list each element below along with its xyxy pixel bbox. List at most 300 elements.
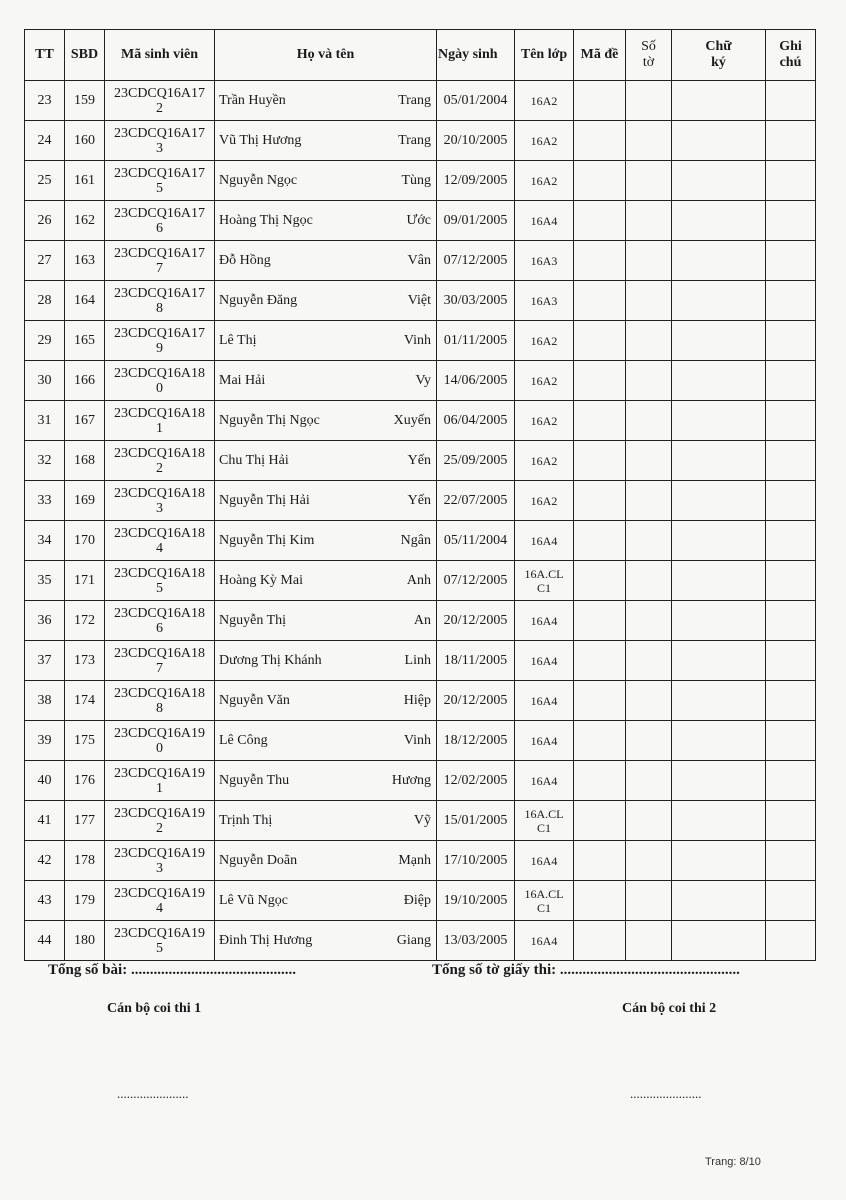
row-class: 16A.CL C1 — [515, 881, 574, 921]
row-student-id: 23CDCQ16A17 7 — [105, 241, 215, 281]
full-name-wrap — [215, 933, 436, 949]
last-name: Đỗ Hồng — [219, 252, 271, 268]
row-dob: 22/07/2005 — [437, 481, 515, 521]
row-class: 16A4 — [515, 601, 574, 641]
row-sbd: 168 — [65, 441, 105, 481]
row-signature — [672, 921, 766, 961]
row-note — [766, 201, 816, 241]
row-signature — [672, 121, 766, 161]
full-name-wrap — [215, 213, 436, 229]
row-signature — [672, 881, 766, 921]
header-sheets: Số tờ — [626, 30, 672, 81]
row-dob: 12/02/2005 — [437, 761, 515, 801]
header-sbd: SBD — [65, 30, 105, 81]
first-name: Vy — [415, 372, 431, 388]
row-dob: 30/03/2005 — [437, 281, 515, 321]
page-number: Trang: 8/10 — [705, 1156, 761, 1168]
first-name: Xuyến — [393, 412, 431, 428]
last-name: Nguyễn Văn — [219, 692, 290, 708]
row-dob: 07/12/2005 — [437, 561, 515, 601]
row-exam-code — [574, 801, 626, 841]
row-full-name — [215, 161, 437, 201]
row-signature — [672, 361, 766, 401]
row-student-id: 23CDCQ16A18 5 — [105, 561, 215, 601]
row-note — [766, 801, 816, 841]
row-dob: 07/12/2005 — [437, 241, 515, 281]
table-row — [25, 481, 816, 521]
first-name: Yến — [407, 452, 431, 468]
first-name: Giang — [396, 932, 431, 948]
row-signature — [672, 481, 766, 521]
table-row — [25, 561, 816, 601]
full-name-wrap — [215, 893, 436, 909]
row-sheets — [626, 441, 672, 481]
row-full-name — [215, 801, 437, 841]
row-note — [766, 921, 816, 961]
row-class: 16A4 — [515, 521, 574, 561]
last-name: Đinh Thị Hương — [219, 932, 313, 948]
row-student-id: 23CDCQ16A17 2 — [105, 81, 215, 121]
row-dob: 19/10/2005 — [437, 881, 515, 921]
row-class: 16A4 — [515, 841, 574, 881]
row-class: 16A2 — [515, 321, 574, 361]
row-dob: 18/12/2005 — [437, 721, 515, 761]
row-tt: 41 — [25, 801, 65, 841]
row-dob: 20/10/2005 — [437, 121, 515, 161]
row-sbd: 171 — [65, 561, 105, 601]
row-dob: 15/01/2005 — [437, 801, 515, 841]
table-row — [25, 881, 816, 921]
header-signature: Chữ ký — [672, 30, 766, 81]
row-signature — [672, 721, 766, 761]
full-name-wrap — [215, 413, 436, 429]
header-class: Tên lớp — [515, 30, 574, 81]
row-sbd: 177 — [65, 801, 105, 841]
row-full-name — [215, 121, 437, 161]
row-tt: 28 — [25, 281, 65, 321]
row-sheets — [626, 201, 672, 241]
row-class: 16A4 — [515, 761, 574, 801]
row-note — [766, 721, 816, 761]
row-note — [766, 161, 816, 201]
row-student-id: 23CDCQ16A19 4 — [105, 881, 215, 921]
row-signature — [672, 761, 766, 801]
full-name-wrap — [215, 653, 436, 669]
row-signature — [672, 321, 766, 361]
full-name-wrap — [215, 733, 436, 749]
row-exam-code — [574, 721, 626, 761]
table-row — [25, 641, 816, 681]
row-sheets — [626, 801, 672, 841]
row-student-id: 23CDCQ16A18 0 — [105, 361, 215, 401]
row-full-name — [215, 281, 437, 321]
row-full-name — [215, 401, 437, 441]
row-signature — [672, 641, 766, 681]
row-class: 16A2 — [515, 361, 574, 401]
row-full-name — [215, 641, 437, 681]
row-sbd: 166 — [65, 361, 105, 401]
row-exam-code — [574, 881, 626, 921]
row-sbd: 174 — [65, 681, 105, 721]
row-exam-code — [574, 361, 626, 401]
row-student-id: 23CDCQ16A18 6 — [105, 601, 215, 641]
last-name: Nguyễn Thị Kim — [219, 532, 315, 548]
row-tt: 29 — [25, 321, 65, 361]
row-dob: 14/06/2005 — [437, 361, 515, 401]
row-signature — [672, 281, 766, 321]
last-name: Nguyễn Doãn — [219, 852, 298, 868]
row-full-name — [215, 521, 437, 561]
full-name-wrap — [215, 293, 436, 309]
table-header-row — [25, 30, 816, 81]
row-dob: 06/04/2005 — [437, 401, 515, 441]
first-name: Việt — [407, 292, 431, 308]
row-tt: 36 — [25, 601, 65, 641]
row-class: 16A4 — [515, 721, 574, 761]
row-dob: 20/12/2005 — [437, 681, 515, 721]
row-sbd: 162 — [65, 201, 105, 241]
table-row — [25, 281, 816, 321]
proctor-2-label: Cán bộ coi thi 2 — [622, 1001, 717, 1016]
row-tt: 30 — [25, 361, 65, 401]
table-row — [25, 681, 816, 721]
header-note: Ghi chú — [766, 30, 816, 81]
first-name: Hương — [391, 772, 431, 788]
row-tt: 25 — [25, 161, 65, 201]
proctor-2-signature-line: ...................... — [630, 1086, 702, 1101]
row-note — [766, 601, 816, 641]
row-class: 16A2 — [515, 401, 574, 441]
row-sbd: 165 — [65, 321, 105, 361]
row-student-id: 23CDCQ16A19 1 — [105, 761, 215, 801]
row-class: 16A.CL C1 — [515, 801, 574, 841]
row-class: 16A4 — [515, 681, 574, 721]
row-exam-code — [574, 281, 626, 321]
row-class: 16A4 — [515, 641, 574, 681]
row-full-name — [215, 681, 437, 721]
row-sheets — [626, 321, 672, 361]
row-sheets — [626, 81, 672, 121]
last-name: Mai Hải — [219, 372, 266, 388]
row-exam-code — [574, 761, 626, 801]
table-row — [25, 361, 816, 401]
row-note — [766, 841, 816, 881]
full-name-wrap — [215, 253, 436, 269]
first-name: Điệp — [403, 892, 431, 908]
row-tt: 44 — [25, 921, 65, 961]
row-tt: 26 — [25, 201, 65, 241]
row-student-id: 23CDCQ16A19 3 — [105, 841, 215, 881]
row-sheets — [626, 281, 672, 321]
proctor-1-label: Cán bộ coi thi 1 — [107, 1001, 202, 1016]
header-full-name: Họ và tên — [215, 30, 437, 81]
row-note — [766, 481, 816, 521]
row-student-id: 23CDCQ16A19 5 — [105, 921, 215, 961]
row-sheets — [626, 921, 672, 961]
row-note — [766, 241, 816, 281]
first-name: Vỹ — [413, 812, 431, 828]
row-note — [766, 561, 816, 601]
row-tt: 27 — [25, 241, 65, 281]
row-note — [766, 641, 816, 681]
row-note — [766, 681, 816, 721]
table-row — [25, 921, 816, 961]
row-exam-code — [574, 441, 626, 481]
row-class: 16A4 — [515, 201, 574, 241]
row-exam-code — [574, 641, 626, 681]
row-sbd: 175 — [65, 721, 105, 761]
row-class: 16A3 — [515, 281, 574, 321]
row-note — [766, 361, 816, 401]
row-note — [766, 281, 816, 321]
row-student-id: 23CDCQ16A17 3 — [105, 121, 215, 161]
table-row — [25, 321, 816, 361]
full-name-wrap — [215, 453, 436, 469]
row-note — [766, 881, 816, 921]
last-name: Nguyễn Ngọc — [219, 172, 298, 188]
table-row — [25, 241, 816, 281]
row-full-name — [215, 761, 437, 801]
row-signature — [672, 81, 766, 121]
row-dob: 12/09/2005 — [437, 161, 515, 201]
full-name-wrap — [215, 93, 436, 109]
row-class: 16A2 — [515, 481, 574, 521]
row-signature — [672, 441, 766, 481]
table-row — [25, 521, 816, 561]
row-sheets — [626, 881, 672, 921]
full-name-wrap — [215, 333, 436, 349]
row-sbd: 173 — [65, 641, 105, 681]
row-sheets — [626, 561, 672, 601]
row-full-name — [215, 721, 437, 761]
row-signature — [672, 601, 766, 641]
first-name: Trang — [398, 132, 431, 148]
row-sheets — [626, 401, 672, 441]
row-student-id: 23CDCQ16A17 5 — [105, 161, 215, 201]
row-sbd: 180 — [65, 921, 105, 961]
first-name: Trang — [398, 92, 431, 108]
table-row — [25, 81, 816, 121]
row-student-id: 23CDCQ16A18 4 — [105, 521, 215, 561]
row-sbd: 178 — [65, 841, 105, 881]
row-sbd: 170 — [65, 521, 105, 561]
row-exam-code — [574, 321, 626, 361]
row-tt: 42 — [25, 841, 65, 881]
row-exam-code — [574, 601, 626, 641]
row-sheets — [626, 641, 672, 681]
row-signature — [672, 561, 766, 601]
row-sbd: 167 — [65, 401, 105, 441]
last-name: Nguyễn Thị — [219, 612, 287, 628]
table-row — [25, 721, 816, 761]
row-signature — [672, 201, 766, 241]
last-name: Nguyễn Thị Ngọc — [219, 412, 320, 428]
row-tt: 35 — [25, 561, 65, 601]
row-signature — [672, 681, 766, 721]
first-name: Mạnh — [398, 852, 431, 868]
table-row — [25, 441, 816, 481]
table-row — [25, 601, 816, 641]
last-name: Trịnh Thị — [219, 812, 273, 828]
row-exam-code — [574, 201, 626, 241]
row-sheets — [626, 681, 672, 721]
last-name: Nguyễn Thu — [219, 772, 290, 788]
row-full-name — [215, 601, 437, 641]
row-exam-code — [574, 521, 626, 561]
row-sbd: 176 — [65, 761, 105, 801]
row-sbd: 161 — [65, 161, 105, 201]
first-name: An — [413, 612, 431, 628]
last-name: Nguyễn Đăng — [219, 292, 298, 308]
last-name: Lê Vũ Ngọc — [219, 892, 288, 908]
row-tt: 23 — [25, 81, 65, 121]
header-dob: Ngày sinh — [437, 30, 515, 81]
last-name: Dương Thị Khánh — [219, 652, 322, 668]
full-name-wrap — [215, 813, 436, 829]
row-sheets — [626, 241, 672, 281]
full-name-wrap — [215, 853, 436, 869]
full-name-wrap — [215, 493, 436, 509]
row-student-id: 23CDCQ16A18 1 — [105, 401, 215, 441]
row-sheets — [626, 721, 672, 761]
row-tt: 32 — [25, 441, 65, 481]
row-exam-code — [574, 681, 626, 721]
row-sheets — [626, 601, 672, 641]
table-row — [25, 401, 816, 441]
row-signature — [672, 161, 766, 201]
row-sbd: 169 — [65, 481, 105, 521]
row-dob: 25/09/2005 — [437, 441, 515, 481]
row-student-id: 23CDCQ16A19 2 — [105, 801, 215, 841]
row-sheets — [626, 121, 672, 161]
row-dob: 09/01/2005 — [437, 201, 515, 241]
row-class: 16A2 — [515, 81, 574, 121]
full-name-wrap — [215, 573, 436, 589]
header-exam-code: Mã đề — [574, 30, 626, 81]
row-tt: 34 — [25, 521, 65, 561]
row-exam-code — [574, 401, 626, 441]
table-row — [25, 801, 816, 841]
row-tt: 31 — [25, 401, 65, 441]
row-class: 16A2 — [515, 441, 574, 481]
row-dob: 01/11/2005 — [437, 321, 515, 361]
first-name: Linh — [404, 652, 431, 668]
row-tt: 39 — [25, 721, 65, 761]
row-dob: 05/11/2004 — [437, 521, 515, 561]
roster-body — [25, 81, 816, 961]
row-student-id: 23CDCQ16A18 3 — [105, 481, 215, 521]
table-row — [25, 121, 816, 161]
row-sbd: 160 — [65, 121, 105, 161]
row-note — [766, 321, 816, 361]
row-sbd: 164 — [65, 281, 105, 321]
row-tt: 24 — [25, 121, 65, 161]
row-full-name — [215, 881, 437, 921]
first-name: Ngân — [400, 532, 431, 548]
row-class: 16A3 — [515, 241, 574, 281]
row-exam-code — [574, 481, 626, 521]
full-name-wrap — [215, 773, 436, 789]
first-name: Anh — [406, 572, 431, 588]
full-name-wrap — [215, 373, 436, 389]
row-exam-code — [574, 841, 626, 881]
full-name-wrap — [215, 133, 436, 149]
last-name: Nguyễn Thị Hải — [219, 492, 310, 508]
full-name-wrap — [215, 613, 436, 629]
row-class: 16A.CL C1 — [515, 561, 574, 601]
student-roster-table — [24, 29, 816, 961]
row-sheets — [626, 841, 672, 881]
first-name: Vân — [407, 252, 431, 268]
header-student-id: Mã sinh viên — [105, 30, 215, 81]
first-name: Vinh — [403, 332, 431, 348]
row-student-id: 23CDCQ16A17 9 — [105, 321, 215, 361]
table-row — [25, 161, 816, 201]
last-name: Vũ Thị Hương — [219, 132, 302, 148]
row-sheets — [626, 161, 672, 201]
row-sbd: 179 — [65, 881, 105, 921]
row-student-id: 23CDCQ16A18 7 — [105, 641, 215, 681]
first-name: Hiệp — [403, 692, 431, 708]
proctor-1-signature-line: ...................... — [117, 1086, 189, 1101]
row-exam-code — [574, 921, 626, 961]
row-note — [766, 121, 816, 161]
row-note — [766, 81, 816, 121]
row-exam-code — [574, 241, 626, 281]
row-student-id: 23CDCQ16A17 8 — [105, 281, 215, 321]
row-note — [766, 521, 816, 561]
row-sbd: 159 — [65, 81, 105, 121]
last-name: Chu Thị Hải — [219, 452, 289, 468]
first-name: Yến — [407, 492, 431, 508]
row-signature — [672, 801, 766, 841]
row-dob: 13/03/2005 — [437, 921, 515, 961]
header-tt: TT — [25, 30, 65, 81]
table-row — [25, 841, 816, 881]
row-student-id: 23CDCQ16A19 0 — [105, 721, 215, 761]
row-dob: 17/10/2005 — [437, 841, 515, 881]
row-student-id: 23CDCQ16A18 2 — [105, 441, 215, 481]
row-exam-code — [574, 81, 626, 121]
first-name: Vinh — [403, 732, 431, 748]
row-signature — [672, 401, 766, 441]
row-tt: 40 — [25, 761, 65, 801]
full-name-wrap — [215, 173, 436, 189]
row-full-name — [215, 241, 437, 281]
last-name: Hoàng Kỳ Mai — [219, 572, 303, 588]
row-class: 16A2 — [515, 161, 574, 201]
row-sheets — [626, 521, 672, 561]
row-full-name — [215, 561, 437, 601]
row-student-id: 23CDCQ16A17 6 — [105, 201, 215, 241]
table-row — [25, 201, 816, 241]
row-full-name — [215, 481, 437, 521]
table-row — [25, 761, 816, 801]
row-exam-code — [574, 561, 626, 601]
full-name-wrap — [215, 533, 436, 549]
last-name: Trần Huyền — [219, 92, 286, 108]
first-name: Tùng — [401, 172, 431, 188]
row-exam-code — [574, 161, 626, 201]
row-signature — [672, 521, 766, 561]
row-sheets — [626, 361, 672, 401]
row-signature — [672, 841, 766, 881]
row-note — [766, 401, 816, 441]
row-exam-code — [574, 121, 626, 161]
row-class: 16A2 — [515, 121, 574, 161]
row-tt: 33 — [25, 481, 65, 521]
row-full-name — [215, 361, 437, 401]
